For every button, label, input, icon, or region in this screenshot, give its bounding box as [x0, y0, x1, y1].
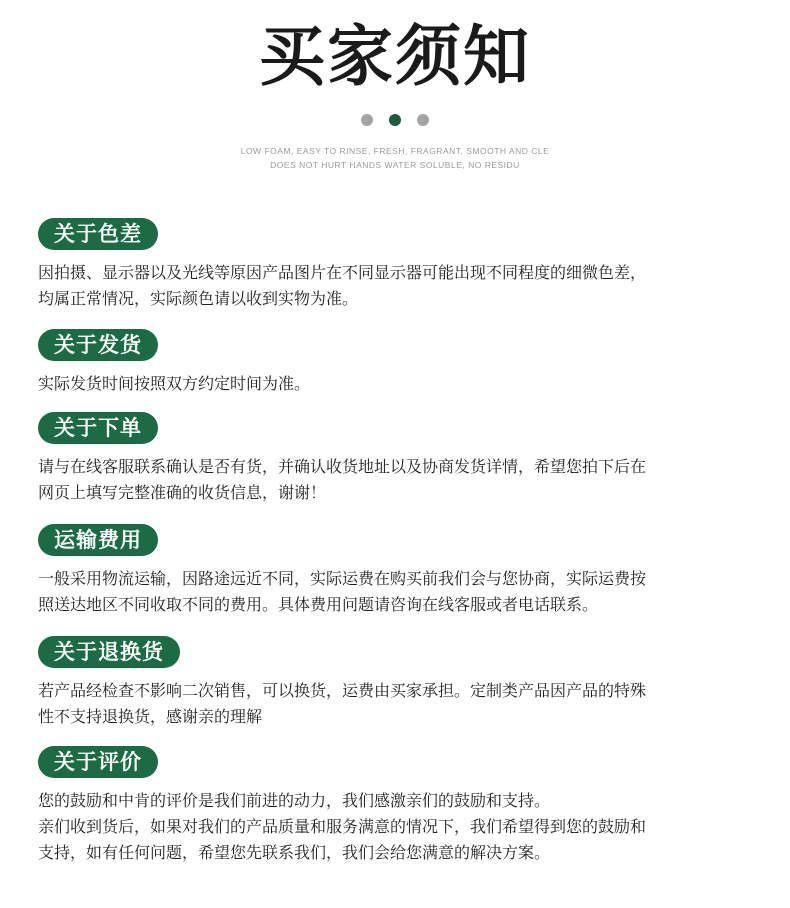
body-line: 照送达地区不同收取不同的费用。具体费用问题请咨询在线客服或者电话联系。 — [38, 595, 599, 614]
section-body — [38, 371, 758, 397]
section-returns — [38, 636, 758, 730]
body-line: 支持，如有任何问题，希望您先联系我们，我们会给您满意的解决方案。 — [38, 843, 551, 862]
page-title: 买家须知 — [259, 18, 531, 95]
carousel-dots — [0, 114, 790, 126]
body-line: 您的鼓励和中肯的评价是我们前进的动力，我们感激亲们的鼓励和支持。 — [38, 791, 551, 810]
body-line: 请与在线客服联系确认是否有货，并确认收货地址以及协商发货详情，希望您拍下后在 — [38, 457, 647, 476]
section-heading-badge: 关于发货 — [38, 329, 158, 361]
body-line: 性不支持退换货，感谢亲的理解 — [38, 707, 263, 726]
section-heading-badge: 关于色差 — [38, 218, 158, 250]
section-reviews — [38, 746, 758, 866]
section-body — [38, 678, 758, 730]
body-line: 因拍摄、显示器以及光线等原因产品图片在不同显示器可能出现不同程度的细微色差， — [38, 263, 647, 282]
dot-indicator — [417, 114, 429, 126]
body-line: 一般采用物流运输，因路途远近不同，实际运费在购买前我们会与您协商，实际运费按 — [38, 569, 647, 588]
subtitle-line: DOES NOT HURT HANDS WATER SOLUBLE, NO RESIDU — [270, 160, 520, 170]
section-heading-badge: 关于下单 — [38, 412, 158, 444]
subtitle-line: LOW FOAM, EASY TO RINSE, FRESH, FRAGRANT, SMOOTH AND CLE — [240, 146, 550, 156]
section-body — [38, 788, 758, 866]
section-ordering — [38, 412, 758, 506]
body-line: 均属正常情况，实际颜色请以收到实物为准。 — [38, 289, 359, 308]
section-body — [38, 454, 758, 506]
body-line: 网页上填写完整准确的收货信息，谢谢！ — [38, 483, 327, 502]
section-body — [38, 566, 758, 618]
section-heading-badge: 关于评价 — [38, 746, 158, 778]
section-heading-badge: 运输费用 — [38, 524, 158, 556]
section-body — [38, 260, 758, 312]
section-color-difference — [38, 218, 758, 312]
body-line: 亲们收到货后，如果对我们的产品质量和服务满意的情况下，我们希望得到您的鼓励和 — [38, 817, 647, 836]
body-line: 实际发货时间按照双方约定时间为准。 — [38, 374, 311, 393]
section-shipping — [38, 329, 758, 397]
section-shipping-cost — [38, 524, 758, 618]
dot-indicator — [361, 114, 373, 126]
dot-indicator-active — [389, 114, 401, 126]
body-line: 若产品经检查不影响二次销售，可以换货，运费由买家承担。定制类产品因产品的特殊 — [38, 681, 647, 700]
section-heading-badge: 关于退换货 — [38, 636, 180, 668]
